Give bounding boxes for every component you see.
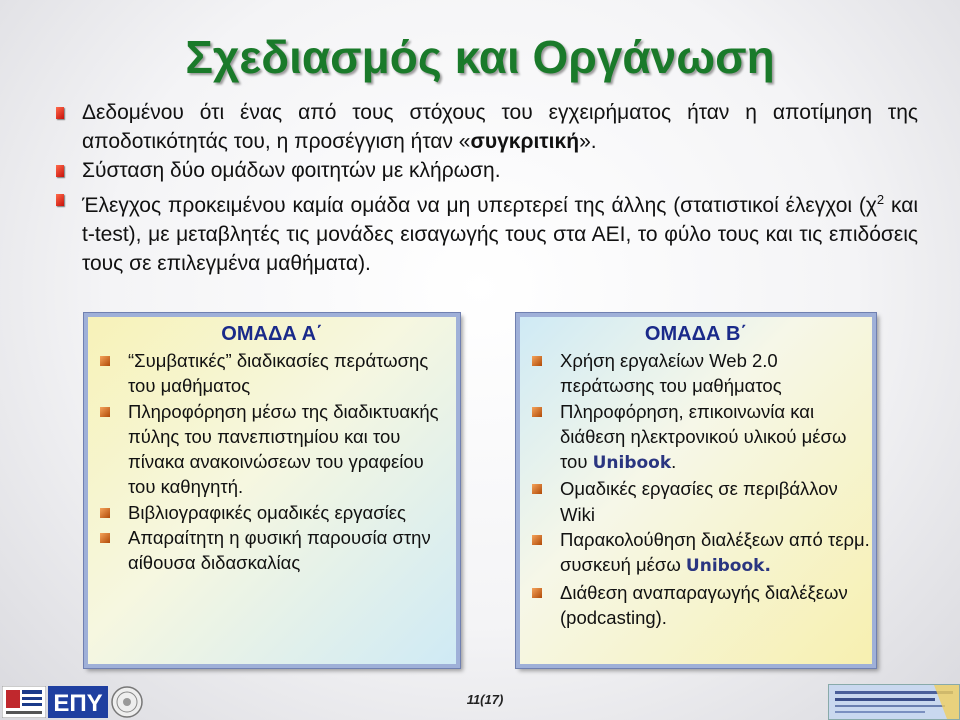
list-item-text: . [671,451,677,473]
svg-text:ΕΠΥ: ΕΠΥ [53,690,103,717]
group-b-box [516,313,876,668]
list-item-text: Απαραίτητη η φυσική παρουσία στην αίθουσα διδασκαλίας [128,527,431,574]
list-item-text: Παρακολούθηση διαλέξεων από τερμ. συσκευή μέσω [560,529,870,576]
square-bullet-icon [532,535,542,545]
list-item [100,399,456,500]
list-item-text: Ομαδικές εργασίες σε περιβάλλον Wiki [560,478,838,525]
list-item [100,525,456,576]
list-item-text: “Συμβατικές” διαδικασίες περάτωσης του μαθήματος [128,350,429,397]
bullet-marker-icon [56,107,64,119]
conference-banner-image [828,684,960,720]
group-b-heading: ΟΜΑΔΑ Β΄ [644,323,748,345]
list-item [100,500,456,525]
group-a-list [88,348,456,576]
list-item-text: Χρήση εργαλείων Web 2.0 περάτωσης του μαθήματος [560,350,782,397]
unibook-brand: Unibook. [685,556,771,577]
group-a-box [84,313,460,668]
bullet-item [56,98,918,156]
bullet-text: και t-test), με μεταβλητές τις μονάδες εισαγωγής τους στα ΑΕΙ, το φύλο τους και τις επιδόσεις τους σε επιλεγμένα μαθήματα). [82,194,918,275]
square-bullet-icon [532,588,542,598]
bullet-bold-text: συγκριτική [470,130,580,153]
square-bullet-icon [100,407,110,417]
bullet-marker-icon [56,165,64,177]
square-bullet-icon [100,356,110,366]
square-bullet-icon [100,533,110,543]
epu-logo [48,686,108,718]
bullet-marker-icon [56,194,64,206]
bullet-item [56,185,918,278]
bullet-text: Δεδομένου ότι ένας από τους στόχους του εγχειρήματος ήταν η αποτίμηση της αποδοτικότητάς του, η προσέγγιση ήταν « [82,101,918,153]
list-item [100,348,456,399]
group-b-list [520,348,872,630]
square-bullet-icon [532,356,542,366]
conference-banner-graphic [829,685,959,719]
main-bullet-list [56,98,918,278]
square-bullet-icon [532,484,542,494]
list-item [532,348,872,399]
page-number: 11(17) [466,692,504,707]
slide-title: Σχεδιασμός και Οργάνωση [185,31,775,83]
university-of-piraeus-logo [2,686,46,718]
list-item-text: Διάθεση αναπαραγωγής διαλέξεων (podcasting). [560,581,848,628]
bullet-item [56,156,918,185]
list-item [532,476,872,527]
bullet-text: ». [579,130,597,153]
square-bullet-icon [100,508,110,518]
list-item [532,399,872,477]
list-item [532,580,872,631]
bullet-text: Έλεγχος προκειμένου καμία ομάδα να μη υπερτερεί της άλλης (στατιστικοί έλεγχοι (χ [82,194,877,217]
list-item [532,527,872,580]
group-a-heading: ΟΜΑΔΑ Α΄ [221,323,323,345]
seal-logo [110,686,144,718]
list-item-text: Πληροφόρηση, επικοινωνία και διάθεση ηλεκτρονικού υλικού μέσω του [560,400,847,473]
bullet-text: Σύσταση δύο ομάδων φοιτητών με κλήρωση. [82,159,501,182]
superscript: 2 [876,192,885,207]
square-bullet-icon [532,407,542,417]
unibook-brand: Unibook [592,453,672,474]
list-item-text: Πληροφόρηση μέσω της διαδικτυακής πύλης του πανεπιστημίου και του πίνακα ανακοινώσεων του γραφείου του καθηγητή. [128,400,439,498]
list-item-text: Βιβλιογραφικές ομαδικές εργασίες [128,501,406,523]
